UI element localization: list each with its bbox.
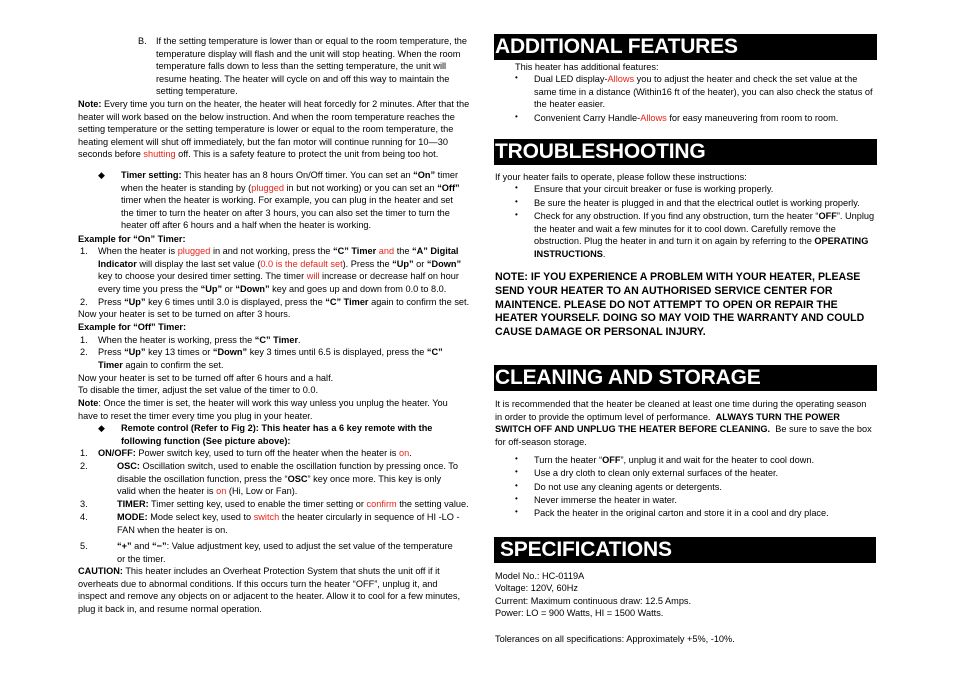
example-off-step-1: When the heater is working, press the “C” Timer. xyxy=(98,335,301,345)
item-b-text: If the setting temperature is lower than or equal to the room temperature, the temperature display will flash and the unit will stop heating. When the room temperature falls down to less than the setting temperature, the unit will resume heating. The heater will cycle on and off this way to maintain the setting temperature. xyxy=(156,36,468,97)
spec-tolerance: Tolerances on all specifications: Approximately +5%, -10%. xyxy=(495,634,735,644)
trouble-item-obstruction: Check for any obstruction. If you find any obstruction, turn the heater “OFF”. Unplug the heater and wait a few minutes for it to cool down. Carefully remove the obstruction. Plug the heater in and turn it on again by referring to the OPERATING INSTRUCTIONS. xyxy=(534,211,875,259)
cleaning-storage-heading: CLEANING AND STORAGE xyxy=(494,365,877,391)
specifications-heading: SPECIFICATIONS xyxy=(494,537,876,563)
diamond-icon: ◆ xyxy=(98,423,105,433)
bullet-icon: • xyxy=(515,197,518,206)
example-on-step-1: When the heater is plugged in and not working, press the “C” Timer and the “A” Digital Indicator will display the last set value (0.0 is the default set). Press the “Up” or “Down” key to choose your desired timer setting. The timer will increase or decrease half on hour every time you press the “Up” or “Down” key and goes up and down from 0.0 to 8.0. xyxy=(98,246,462,294)
example-on-step-2: Press “Up” key 6 times until 3.0 is displayed, press the “C” Timer again to confirm the set. xyxy=(98,297,470,307)
list-number: 2. xyxy=(80,297,88,307)
note-forced-heat: Note: Every time you turn on the heater, the heater will heat forcedly for 2 minutes. After that the heater will work based on the below instruction. And when the room temperature reaches the setting temperature or the setting temperature is lower or equal to the room temperature, the heating element will shut off immediately, but the fan motor will continue running for 10—30 seconds before shutting off. This is a safety feature to protect the unit from being too hot. xyxy=(78,99,470,160)
example-off-step-2: Press “Up” key 13 times or “Down” key 3 times until 6.5 is displayed, press the “C” Timer again to confirm the set. xyxy=(98,347,443,370)
bullet-icon: • xyxy=(515,454,518,463)
bullet-icon: • xyxy=(515,183,518,192)
remote-plus-minus-item: “+” and “−”: Value adjustment key, used to adjust the set value of the temperature or the timer. xyxy=(117,541,453,564)
example-on-result: Now your heater is set to be turned on after 3 hours. xyxy=(78,309,291,319)
bullet-icon: • xyxy=(515,507,518,516)
spec-power: Power: LO = 900 Watts, HI = 1500 Watts. xyxy=(495,608,664,618)
trouble-item-breaker: Ensure that your circuit breaker or fuse is working properly. xyxy=(534,184,774,194)
cleaning-item-no-agents: Do not use any cleaning agents or detergents. xyxy=(534,482,722,492)
cleaning-item-pack: Pack the heater in the original carton and store it in a cool and dry place. xyxy=(534,508,829,518)
list-number: 1. xyxy=(80,448,88,458)
cleaning-item-dry-cloth: Use a dry cloth to clean only external surfaces of the heater. xyxy=(534,468,779,478)
bullet-icon: • xyxy=(515,210,518,219)
troubleshooting-intro: If your heater fails to operate, please follow these instructions: xyxy=(495,172,747,182)
caution-paragraph: CAUTION: This heater includes an Overheat Protection System that shuts the unit off if it overheats due to abnormal conditions. If this occurs turn the heater “OFF”, unplug it, and inspect and remove any objects on or adjacent to the heater. Allow it to cool for a few minutes, plug it back in, and resume normal operation. xyxy=(78,566,461,614)
remote-mode-item: MODE: Mode select key, used to switch the heater circularly in sequence of HI -LO -FAN when the heater is on. xyxy=(117,512,460,535)
spec-current: Current: Maximum continuous draw: 12.5 Amps. xyxy=(495,596,692,606)
bullet-icon: • xyxy=(515,481,518,490)
feature-led-display: Dual LED display-Allows you to adjust the heater and check the set value at the same time in a distance (Within16 ft of the heater), you can also check the status of the heater easier. xyxy=(534,74,873,110)
remote-osc-item: OSC: Oscillation switch, used to enable the oscillation function by pressing once. To disable the oscillation function, press the “OSC” key once more. This key is only valid when the heater is on (Hi, Low or Fan). xyxy=(117,461,458,497)
trouble-item-plugged: Be sure the heater is plugged in and that the electrical outlet is working properly. xyxy=(534,198,860,208)
example-off-result: Now your heater is set to be turned off after 6 hours and a half. xyxy=(78,373,334,383)
troubleshooting-heading: TROUBLESHOOTING xyxy=(494,139,877,165)
list-number: 5. xyxy=(80,541,88,551)
remote-onoff-item: ON/OFF: Power switch key, used to turn off the heater when the heater is on. xyxy=(98,448,412,458)
cleaning-item-off: Turn the heater “OFF”, unplug it and wait for the heater to cool down. xyxy=(534,455,815,465)
list-number: 4. xyxy=(80,512,88,522)
bullet-icon: • xyxy=(515,73,518,82)
item-b-label: B. xyxy=(138,36,147,46)
service-warning-note: NOTE: IF YOU EXPERIENCE A PROBLEM WITH YOUR HEATER, PLEASE SEND YOUR HEATER TO AN AUTHORISED SERVICE CENTER FOR MAINTENCE. PLEASE DO NOT ATTEMPT TO OPEN OR REPAIR THE HEATER YOURSELF. DOING SO MAY VOID THE WARRANTY AND COULD CAUSE DAMAGE OR PERSONAL INJURY. xyxy=(495,271,865,339)
example-on-title: Example for “On” Timer: xyxy=(78,234,186,244)
list-number: 3. xyxy=(80,499,88,509)
list-number: 1. xyxy=(80,246,88,256)
additional-features-heading: ADDITIONAL FEATURES xyxy=(494,34,877,60)
diamond-icon: ◆ xyxy=(98,170,105,180)
note-timer-reset: Note: Once the timer is set, the heater will work this way unless you unplug the heater. You have to reset the timer every time you plug in your heater. xyxy=(78,398,448,421)
cleaning-intro: It is recommended that the heater be cleaned at least one time during the operating season in order to provide the optimum level of performance. ALWAYS TURN THE POWER SWITCH OFF AND UNPLUG THE HEATER BEFORE CLEANING. Be sure to save the box for off-season storage. xyxy=(495,399,872,447)
spec-voltage: Voltage: 120V, 60Hz xyxy=(495,583,578,593)
bullet-icon: • xyxy=(515,467,518,476)
example-off-title: Example for “Off” Timer: xyxy=(78,322,187,332)
additional-intro: This heater has additional features: xyxy=(515,62,659,72)
remote-timer-item: TIMER: Timer setting key, used to enable the timer setting or confirm the setting value. xyxy=(117,499,469,509)
list-number: 1. xyxy=(80,335,88,345)
cleaning-item-no-immerse: Never immerse the heater in water. xyxy=(534,495,677,505)
list-number: 2. xyxy=(80,347,88,357)
remote-control-title: Remote control (Refer to Fig 2): This heater has a 6 key remote with the following function (See picture above): xyxy=(121,423,433,446)
disable-timer-text: To disable the timer, adjust the set value of the timer to 0.0. xyxy=(78,385,319,395)
bullet-icon: • xyxy=(515,112,518,121)
feature-carry-handle: Convenient Carry Handle-Allows for easy maneuvering from room to room. xyxy=(534,113,839,123)
spec-model: Model No.: HC-0119A xyxy=(495,571,585,581)
list-number: 2. xyxy=(80,461,88,471)
bullet-icon: • xyxy=(515,494,518,503)
timer-setting-paragraph: Timer setting: This heater has an 8 hours On/Off timer. You can set an “On” timer when the heater is standing by (plugged in but not working) or you can set an “Off” timer when the heater is working. For example, you can plug in the heater and set the timer to turn the heater on after 3 hours, you can also set the timer to turn the heater off after 6 hours and a half when the heater is working. xyxy=(121,170,460,231)
